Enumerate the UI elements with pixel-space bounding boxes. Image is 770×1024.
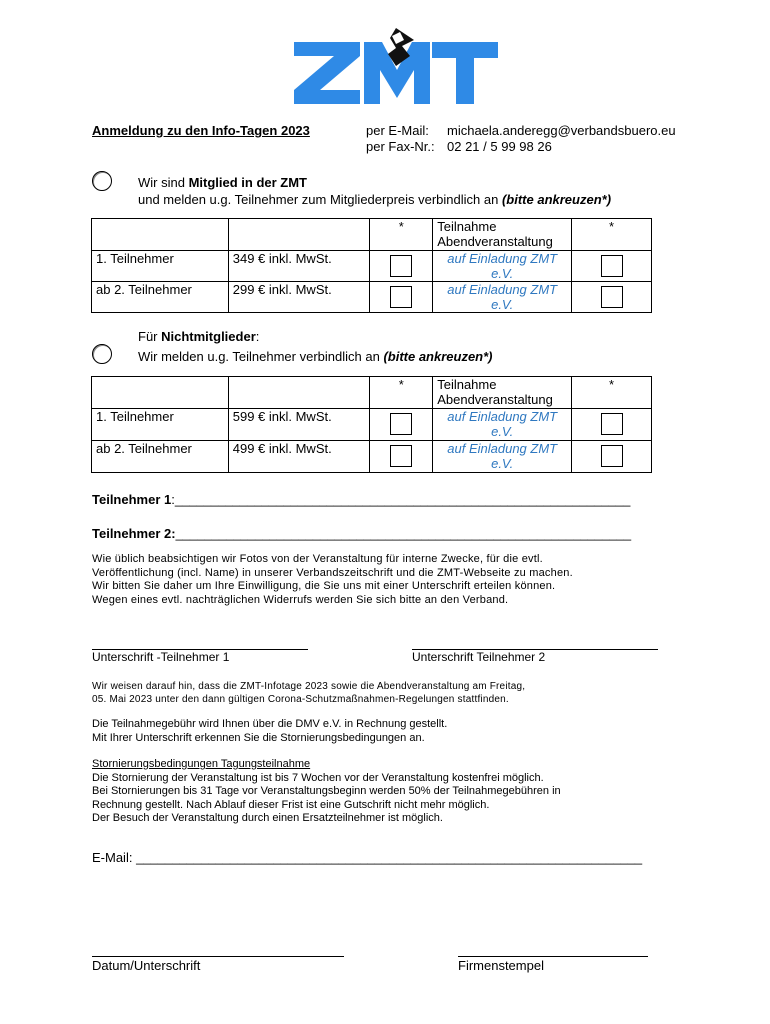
corona-notice [92, 680, 525, 706]
cancellation-line: Die Stornierung der Veranstaltung ist bis 7 Wochen vor der Veranstaltung kostenfrei möglich. [92, 771, 544, 784]
fee-notice [92, 718, 447, 745]
table-header-row [92, 219, 652, 251]
corona-notice-line: Wir weisen darauf hin, dass die ZMT-Infotage 2023 sowie die Abendveranstaltung am Freitag, [92, 681, 526, 692]
member-line-1 [138, 175, 307, 190]
row-event: auf Einladung ZMT e.V. [433, 251, 572, 282]
table-cell [92, 219, 229, 251]
photo-notice-line: Wie üblich beabsichtigen wir Fotos von der Veranstaltung für interne Zwecke, für die evtl. [92, 553, 543, 565]
table-head-event: Teilnahme Abendveranstaltung [433, 377, 572, 409]
participant-1-label: Teilnehmer 1 [92, 492, 172, 507]
member-line-1-text: Wir sind [138, 175, 189, 190]
zmt-logo-graphic [292, 26, 500, 106]
photo-notice-line: Wir bitten Sie daher um Ihre Einwilligung, die Sie uns mit einer Unterschrift erteilen können. [92, 580, 556, 592]
participant-1-line: :_______________________________________________________________ [171, 492, 631, 507]
nonmember-line-1-colon: : [255, 329, 260, 344]
signature-2-label: Unterschrift Teilnehmer 2 [412, 650, 546, 664]
table-header-row [92, 377, 652, 409]
cancellation-section [92, 758, 561, 826]
row-event: auf Einladung ZMT e.V. [433, 441, 572, 473]
row-price: 599 € inkl. MwSt. [228, 409, 370, 441]
member-p1-checkbox[interactable] [390, 255, 412, 277]
member-line-2 [138, 192, 611, 207]
row-checkbox-cell [572, 282, 652, 313]
row-label: ab 2. Teilnehmer [92, 282, 229, 313]
table-cell [92, 377, 229, 409]
photo-notice [92, 553, 573, 607]
member-line-1-bold: Mitglied in der ZMT [188, 175, 307, 190]
nonmember-radio[interactable] [92, 344, 112, 364]
signature-1-label: Unterschrift -Teilnehmer 1 [92, 650, 230, 664]
nonmember-line-2 [138, 349, 493, 364]
fax-label: per Fax-Nr.: [366, 139, 435, 154]
table-star: * [370, 219, 433, 251]
photo-notice-line: Wegen eines evtl. nachträglichen Widerrufs werden Sie sich bitte an den Verband. [92, 593, 509, 606]
row-label: ab 2. Teilnehmer [92, 441, 229, 473]
nonmember-p2-checkbox[interactable] [390, 445, 412, 467]
table-star: * [370, 377, 433, 409]
cancellation-line: Der Besuch der Veranstaltung durch einen Ersatzteilnehmer ist möglich. [92, 812, 443, 824]
row-price: 499 € inkl. MwSt. [228, 441, 370, 473]
table-cell [228, 219, 370, 251]
row-price: 349 € inkl. MwSt. [228, 251, 370, 282]
nonmember-line-2-text: Wir melden u.g. Teilnehmer verbindlich an [138, 349, 384, 364]
table-row [92, 441, 652, 473]
row-checkbox-cell [572, 409, 652, 441]
date-signature-label: Datum/Unterschrift [92, 958, 201, 973]
row-checkbox-cell [370, 441, 433, 473]
email-contact-value[interactable]: michaela.anderegg@verbandsbuero.eu [447, 123, 676, 138]
participant-1-field[interactable] [92, 492, 630, 507]
page-title: Anmeldung zu den Info-Tagen 2023 [92, 123, 310, 138]
nonmember-line-1 [138, 329, 259, 344]
row-label: 1. Teilnehmer [92, 251, 229, 282]
table-row [92, 251, 652, 282]
participant-2-label: Teilnehmer 2: [92, 526, 176, 541]
table-cell [228, 377, 370, 409]
table-row [92, 409, 652, 441]
nonmember-line-1-text: Für [138, 329, 162, 344]
member-price-table [91, 218, 652, 313]
table-star: * [572, 377, 652, 409]
row-checkbox-cell [370, 251, 433, 282]
table-head-event: Teilnahme Abendveranstaltung [433, 219, 572, 251]
nonmember-p1-event-checkbox[interactable] [601, 413, 623, 435]
cancellation-title: Stornierungsbedingungen Tagungsteilnahme [92, 758, 311, 770]
row-price: 299 € inkl. MwSt. [228, 282, 370, 313]
member-line-2-text: und melden u.g. Teilnehmer zum Mitgliederpreis verbindlich an [138, 192, 502, 207]
row-label: 1. Teilnehmer [92, 409, 229, 441]
member-p1-event-checkbox[interactable] [601, 255, 623, 277]
cancellation-line: Bei Stornierungen bis 31 Tage vor Veranstaltungsbeginn werden 50% der Teilnahmegebühren in [92, 785, 561, 797]
nonmember-price-table [91, 376, 652, 473]
email-field[interactable] [92, 850, 642, 865]
cancellation-line: Rechnung gestellt. Nach Ablauf dieser Frist ist eine Gutschrift nicht mehr möglich. [92, 798, 490, 811]
zmt-logo [292, 26, 500, 106]
date-signature-line[interactable] [92, 956, 344, 957]
nonmember-p1-checkbox[interactable] [390, 413, 412, 435]
member-p2-checkbox[interactable] [390, 286, 412, 308]
member-radio[interactable] [92, 171, 112, 191]
table-row [92, 282, 652, 313]
member-p2-event-checkbox[interactable] [601, 286, 623, 308]
email-field-label: E-Mail: [92, 850, 133, 865]
member-line-2-hint: (bitte ankreuzen*) [501, 192, 612, 207]
nonmember-p2-event-checkbox[interactable] [601, 445, 623, 467]
table-star: * [572, 219, 652, 251]
fee-notice-line: Die Teilnahmegebühr wird Ihnen über die DMV e.V. in Rechnung gestellt. [92, 718, 448, 730]
email-field-line: ______________________________________________________________________ [132, 850, 643, 865]
nonmember-line-1-bold: Nichtmitglieder [161, 329, 256, 344]
participant-2-field[interactable] [92, 526, 631, 541]
row-event: auf Einladung ZMT e.V. [433, 409, 572, 441]
row-checkbox-cell [572, 441, 652, 473]
corona-notice-line: 05. Mai 2023 unter den dann gültigen Corona-Schutzmaßnahmen-Regelungen stattfinden. [92, 694, 509, 705]
email-contact-label: per E-Mail: [366, 123, 429, 138]
fee-notice-line: Mit Ihrer Unterschrift erkennen Sie die Stornierungsbedingungen an. [92, 731, 425, 744]
row-checkbox-cell [370, 282, 433, 313]
fax-value: 02 21 / 5 99 98 26 [447, 139, 552, 154]
nonmember-line-2-hint: (bitte ankreuzen*) [383, 349, 493, 364]
company-stamp-line[interactable] [458, 956, 648, 957]
row-event: auf Einladung ZMT e.V. [433, 282, 572, 313]
row-checkbox-cell [370, 409, 433, 441]
participant-2-line: _______________________________________________________________ [175, 526, 632, 541]
row-checkbox-cell [572, 251, 652, 282]
photo-notice-line: Veröffentlichung (incl. Name) in unserer Verbandszeitschrift und die ZMT-Webseite zu machen. [92, 566, 573, 579]
company-stamp-label: Firmenstempel [458, 958, 544, 973]
